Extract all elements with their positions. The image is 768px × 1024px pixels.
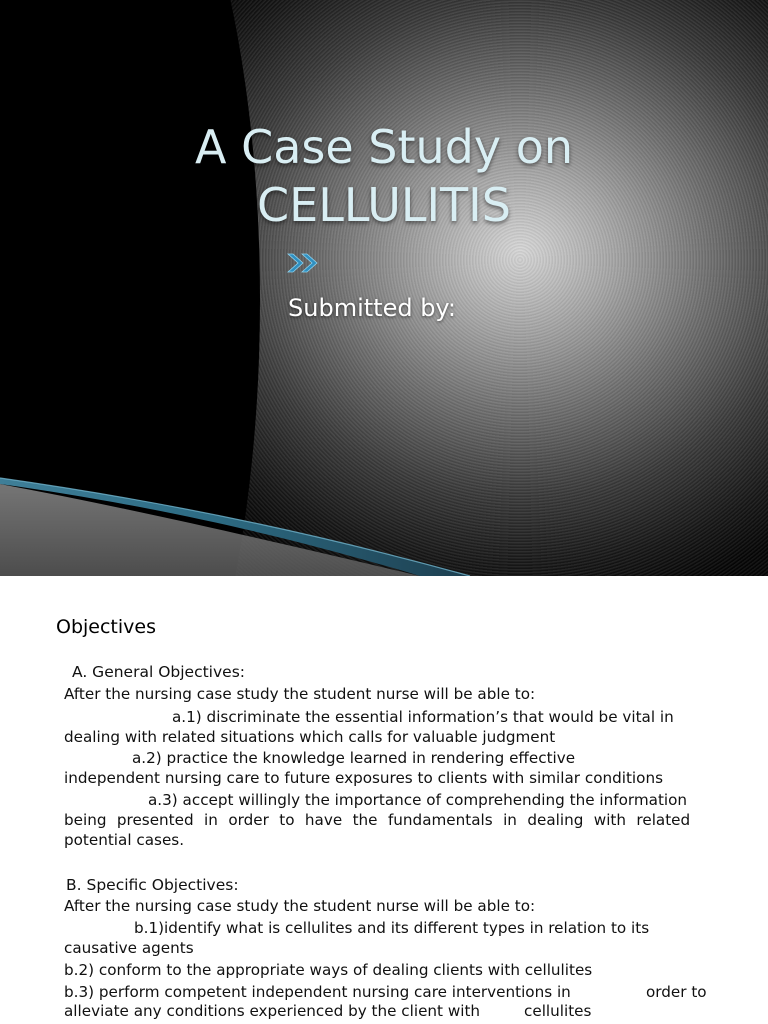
objective-b1-line-1: b.1)identify what is cellulites and its different types in relation to its [134,919,650,937]
slide-title [0,118,768,234]
objective-b3-line-2: alleviate any conditions experienced by the client with [64,1002,481,1020]
objective-a2-line-1: a.2) practice the knowledge learned in rendering effective [132,749,576,767]
objective-b2: b.2) conform to the appropriate ways of dealing clients with cellulites [64,961,593,979]
slide-title-line-2: CELLULITIS [257,178,511,232]
objective-a3-line-2: being presented in order to have the fundamentals in dealing with related [64,811,691,829]
objective-b1-line-2: causative agents [64,939,194,957]
objectives-heading: Objectives [56,616,156,638]
double-chevron-right-icon [286,252,324,274]
slide-subtitle: Submitted by: [288,294,456,322]
document-page [0,576,768,1024]
objective-b3-line-1: b.3) perform competent independent nursing care interventions in [64,983,571,1001]
general-objectives-label: A. General Objectives: [72,663,245,681]
objective-a3-line-3: potential cases. [64,831,185,849]
objective-a1-line-1: a.1) discriminate the essential information’s that would be vital in [172,708,674,726]
objective-b3-line-1-end: order to [646,983,707,1001]
specific-intro: After the nursing case study the student nurse will be able to: [64,897,536,915]
objective-b3-line-2-end: cellulites [524,1002,592,1020]
slide-title-line-1: A Case Study on [194,120,574,174]
objective-a3-line-1: a.3) accept willingly the importance of comprehending the information [148,791,688,809]
objective-a2-line-2: independent nursing care to future exposures to clients with similar conditions [64,769,663,787]
specific-objectives-label: B. Specific Objectives: [66,876,239,894]
general-intro: After the nursing case study the student nurse will be able to: [64,685,536,703]
objective-a1-line-2: dealing with related situations which calls for valuable judgment [64,728,556,746]
